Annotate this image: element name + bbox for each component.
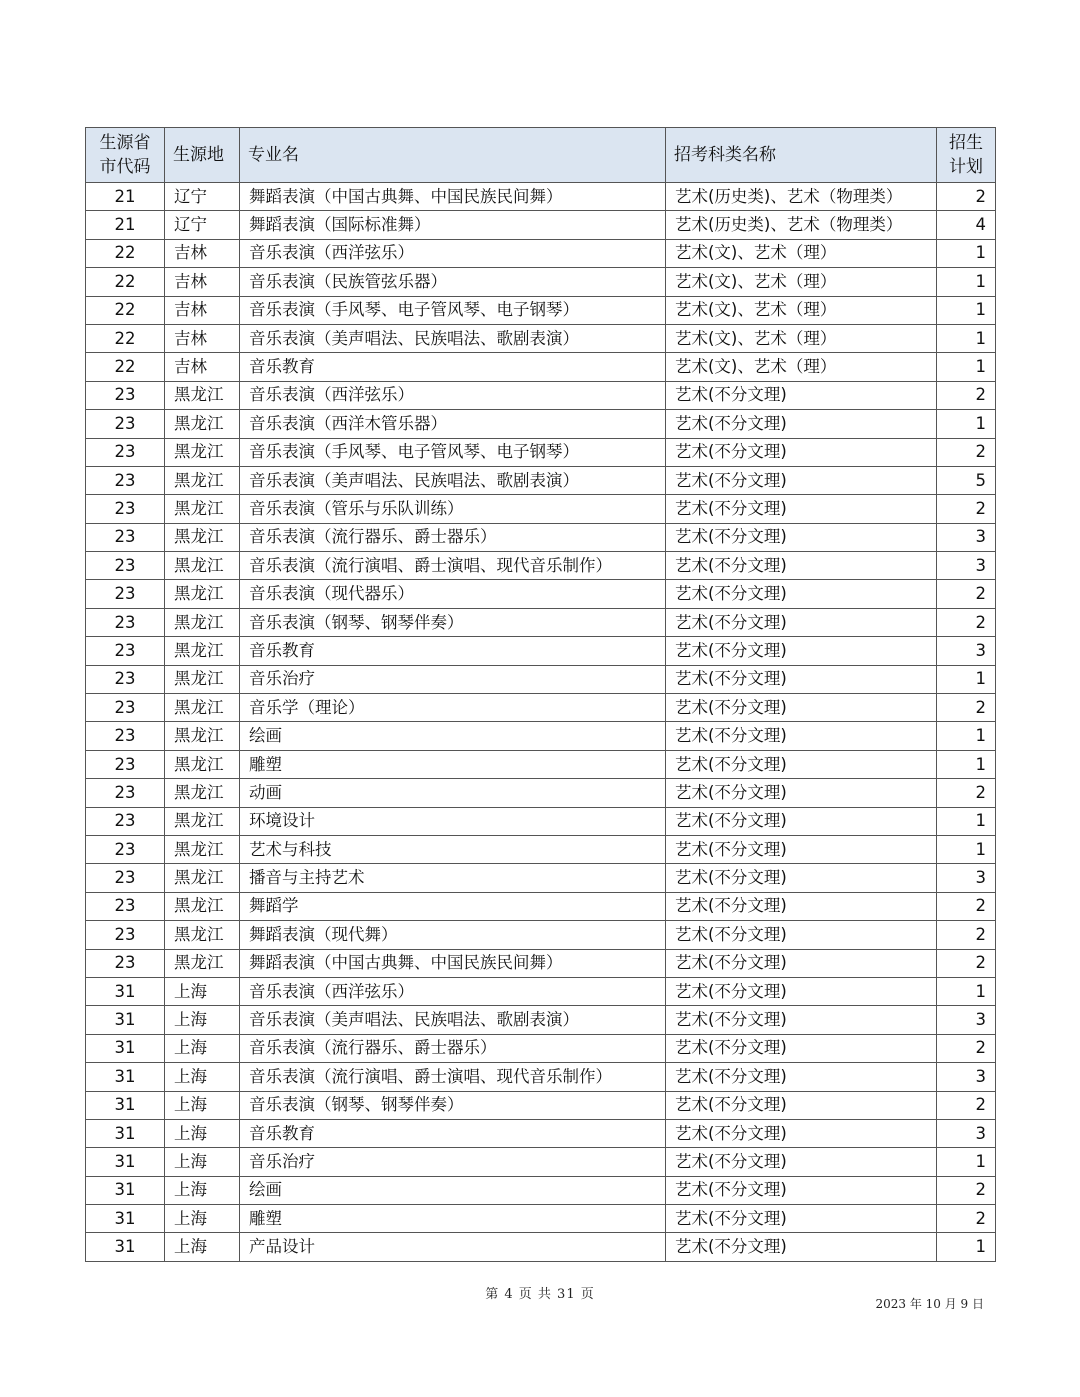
cell-origin: 上海 bbox=[165, 1091, 240, 1119]
table-row bbox=[86, 580, 996, 608]
cell-province-code: 23 bbox=[86, 523, 165, 551]
table-row bbox=[86, 835, 996, 863]
cell-province-code: 31 bbox=[86, 1176, 165, 1204]
enrollment-plan-table bbox=[85, 127, 996, 1262]
cell-plan: 1 bbox=[937, 268, 996, 296]
cell-province-code: 22 bbox=[86, 353, 165, 381]
cell-major: 音乐表演（流行器乐、爵士器乐） bbox=[240, 523, 666, 551]
cell-category: 艺术(不分文理) bbox=[666, 1176, 937, 1204]
cell-category: 艺术(不分文理) bbox=[666, 694, 937, 722]
cell-origin: 黑龙江 bbox=[165, 466, 240, 494]
cell-origin: 黑龙江 bbox=[165, 835, 240, 863]
table-row bbox=[86, 1091, 996, 1119]
cell-province-code: 21 bbox=[86, 183, 165, 211]
cell-major: 音乐表演（流行演唱、爵士演唱、现代音乐制作） bbox=[240, 552, 666, 580]
cell-category: 艺术(不分文理) bbox=[666, 438, 937, 466]
table-row bbox=[86, 466, 996, 494]
table-row bbox=[86, 807, 996, 835]
cell-plan: 2 bbox=[937, 694, 996, 722]
document-date: 2023 年 10 月 9 日 bbox=[875, 1297, 984, 1311]
header-category: 招考科类名称 bbox=[666, 128, 937, 183]
cell-plan: 5 bbox=[937, 466, 996, 494]
cell-category: 艺术(文)、艺术（理） bbox=[666, 268, 937, 296]
cell-province-code: 22 bbox=[86, 296, 165, 324]
cell-major: 音乐表演（钢琴、钢琴伴奏） bbox=[240, 1091, 666, 1119]
cell-major: 音乐表演（流行器乐、爵士器乐） bbox=[240, 1034, 666, 1062]
cell-major: 动画 bbox=[240, 779, 666, 807]
cell-category: 艺术(文)、艺术（理） bbox=[666, 239, 937, 267]
cell-province-code: 23 bbox=[86, 722, 165, 750]
cell-origin: 黑龙江 bbox=[165, 580, 240, 608]
table-row bbox=[86, 438, 996, 466]
cell-origin: 黑龙江 bbox=[165, 552, 240, 580]
cell-category: 艺术(不分文理) bbox=[666, 466, 937, 494]
table-row bbox=[86, 495, 996, 523]
cell-category: 艺术(不分文理) bbox=[666, 977, 937, 1005]
cell-category: 艺术(不分文理) bbox=[666, 1205, 937, 1233]
cell-plan: 2 bbox=[937, 183, 996, 211]
cell-category: 艺术(不分文理) bbox=[666, 835, 937, 863]
cell-plan: 3 bbox=[937, 637, 996, 665]
cell-category: 艺术(历史类)、艺术（物理类） bbox=[666, 183, 937, 211]
table-row bbox=[86, 637, 996, 665]
cell-category: 艺术(不分文理) bbox=[666, 779, 937, 807]
cell-province-code: 23 bbox=[86, 608, 165, 636]
cell-category: 艺术(不分文理) bbox=[666, 921, 937, 949]
cell-origin: 吉林 bbox=[165, 296, 240, 324]
cell-major: 舞蹈表演（国际标准舞） bbox=[240, 211, 666, 239]
cell-province-code: 23 bbox=[86, 466, 165, 494]
table-row bbox=[86, 977, 996, 1005]
cell-major: 音乐表演（美声唱法、民族唱法、歌剧表演） bbox=[240, 324, 666, 352]
cell-major: 艺术与科技 bbox=[240, 835, 666, 863]
cell-origin: 黑龙江 bbox=[165, 892, 240, 920]
cell-category: 艺术(不分文理) bbox=[666, 608, 937, 636]
cell-plan: 1 bbox=[937, 353, 996, 381]
cell-major: 音乐表演（西洋弦乐） bbox=[240, 239, 666, 267]
cell-category: 艺术(文)、艺术（理） bbox=[666, 353, 937, 381]
header-province-code: 生源省 市代码 bbox=[86, 128, 165, 183]
cell-plan: 1 bbox=[937, 239, 996, 267]
cell-province-code: 31 bbox=[86, 1006, 165, 1034]
cell-origin: 辽宁 bbox=[165, 183, 240, 211]
cell-category: 艺术(历史类)、艺术（物理类） bbox=[666, 211, 937, 239]
cell-category: 艺术(不分文理) bbox=[666, 722, 937, 750]
table-row bbox=[86, 183, 996, 211]
cell-origin: 黑龙江 bbox=[165, 949, 240, 977]
cell-origin: 吉林 bbox=[165, 239, 240, 267]
cell-origin: 上海 bbox=[165, 1176, 240, 1204]
cell-category: 艺术(不分文理) bbox=[666, 807, 937, 835]
cell-origin: 吉林 bbox=[165, 268, 240, 296]
cell-plan: 1 bbox=[937, 977, 996, 1005]
table-row bbox=[86, 949, 996, 977]
cell-plan: 3 bbox=[937, 552, 996, 580]
table-row bbox=[86, 921, 996, 949]
table-row bbox=[86, 1148, 996, 1176]
table-row bbox=[86, 750, 996, 778]
cell-plan: 2 bbox=[937, 921, 996, 949]
cell-category: 艺术(不分文理) bbox=[666, 1091, 937, 1119]
cell-major: 环境设计 bbox=[240, 807, 666, 835]
table-row bbox=[86, 552, 996, 580]
cell-category: 艺术(不分文理) bbox=[666, 1006, 937, 1034]
cell-category: 艺术(不分文理) bbox=[666, 949, 937, 977]
cell-major: 音乐教育 bbox=[240, 637, 666, 665]
table-row bbox=[86, 296, 996, 324]
cell-province-code: 31 bbox=[86, 1119, 165, 1147]
cell-category: 艺术(文)、艺术（理） bbox=[666, 296, 937, 324]
cell-origin: 黑龙江 bbox=[165, 694, 240, 722]
cell-category: 艺术(不分文理) bbox=[666, 637, 937, 665]
cell-plan: 2 bbox=[937, 1034, 996, 1062]
cell-origin: 黑龙江 bbox=[165, 381, 240, 409]
cell-category: 艺术(不分文理) bbox=[666, 381, 937, 409]
cell-province-code: 31 bbox=[86, 1233, 165, 1261]
cell-plan: 4 bbox=[937, 211, 996, 239]
cell-major: 音乐教育 bbox=[240, 353, 666, 381]
cell-origin: 上海 bbox=[165, 1233, 240, 1261]
cell-origin: 黑龙江 bbox=[165, 438, 240, 466]
cell-plan: 2 bbox=[937, 779, 996, 807]
cell-plan: 1 bbox=[937, 296, 996, 324]
cell-category: 艺术(文)、艺术（理） bbox=[666, 324, 937, 352]
table-row bbox=[86, 779, 996, 807]
cell-origin: 黑龙江 bbox=[165, 864, 240, 892]
cell-province-code: 22 bbox=[86, 239, 165, 267]
cell-origin: 黑龙江 bbox=[165, 807, 240, 835]
cell-category: 艺术(不分文理) bbox=[666, 1148, 937, 1176]
cell-major: 音乐表演（西洋弦乐） bbox=[240, 381, 666, 409]
table-row bbox=[86, 324, 996, 352]
cell-origin: 上海 bbox=[165, 1063, 240, 1091]
table-row bbox=[86, 1119, 996, 1147]
cell-major: 音乐学（理论） bbox=[240, 694, 666, 722]
cell-plan: 1 bbox=[937, 1148, 996, 1176]
header-row bbox=[86, 128, 996, 183]
cell-origin: 吉林 bbox=[165, 324, 240, 352]
cell-plan: 1 bbox=[937, 324, 996, 352]
cell-plan: 1 bbox=[937, 750, 996, 778]
cell-category: 艺术(不分文理) bbox=[666, 1119, 937, 1147]
cell-plan: 2 bbox=[937, 1205, 996, 1233]
table-row bbox=[86, 694, 996, 722]
cell-province-code: 23 bbox=[86, 892, 165, 920]
table-row bbox=[86, 268, 996, 296]
cell-plan: 1 bbox=[937, 665, 996, 693]
cell-major: 音乐表演（手风琴、电子管风琴、电子钢琴） bbox=[240, 438, 666, 466]
cell-origin: 黑龙江 bbox=[165, 523, 240, 551]
cell-major: 舞蹈学 bbox=[240, 892, 666, 920]
cell-plan: 3 bbox=[937, 1063, 996, 1091]
cell-origin: 上海 bbox=[165, 1205, 240, 1233]
cell-province-code: 31 bbox=[86, 1091, 165, 1119]
cell-plan: 3 bbox=[937, 1119, 996, 1147]
cell-origin: 上海 bbox=[165, 1034, 240, 1062]
cell-origin: 上海 bbox=[165, 1119, 240, 1147]
cell-plan: 2 bbox=[937, 1091, 996, 1119]
cell-province-code: 23 bbox=[86, 381, 165, 409]
table-row bbox=[86, 892, 996, 920]
cell-major: 播音与主持艺术 bbox=[240, 864, 666, 892]
table-row bbox=[86, 381, 996, 409]
header-plan: 招生 计划 bbox=[937, 128, 996, 183]
cell-origin: 吉林 bbox=[165, 353, 240, 381]
cell-plan: 3 bbox=[937, 864, 996, 892]
cell-origin: 黑龙江 bbox=[165, 722, 240, 750]
cell-origin: 黑龙江 bbox=[165, 410, 240, 438]
cell-province-code: 23 bbox=[86, 921, 165, 949]
cell-plan: 2 bbox=[937, 1176, 996, 1204]
cell-category: 艺术(不分文理) bbox=[666, 523, 937, 551]
cell-plan: 2 bbox=[937, 381, 996, 409]
cell-province-code: 23 bbox=[86, 665, 165, 693]
cell-province-code: 23 bbox=[86, 949, 165, 977]
header-origin: 生源地 bbox=[165, 128, 240, 183]
cell-plan: 2 bbox=[937, 608, 996, 636]
page-number: 第 4 页 共 31 页 bbox=[485, 1287, 595, 1302]
cell-major: 音乐表演（管乐与乐队训练） bbox=[240, 495, 666, 523]
header-major: 专业名 bbox=[240, 128, 666, 183]
cell-province-code: 23 bbox=[86, 580, 165, 608]
cell-category: 艺术(不分文理) bbox=[666, 1063, 937, 1091]
cell-major: 舞蹈表演（中国古典舞、中国民族民间舞） bbox=[240, 949, 666, 977]
table-row bbox=[86, 608, 996, 636]
cell-province-code: 23 bbox=[86, 438, 165, 466]
table-row bbox=[86, 722, 996, 750]
cell-province-code: 23 bbox=[86, 779, 165, 807]
cell-plan: 1 bbox=[937, 835, 996, 863]
cell-category: 艺术(不分文理) bbox=[666, 750, 937, 778]
table-row bbox=[86, 523, 996, 551]
table-row bbox=[86, 1233, 996, 1261]
cell-category: 艺术(不分文理) bbox=[666, 580, 937, 608]
cell-category: 艺术(不分文理) bbox=[666, 665, 937, 693]
cell-major: 音乐表演（流行演唱、爵士演唱、现代音乐制作） bbox=[240, 1063, 666, 1091]
cell-province-code: 23 bbox=[86, 864, 165, 892]
table-row bbox=[86, 1034, 996, 1062]
table-row bbox=[86, 864, 996, 892]
cell-origin: 上海 bbox=[165, 1148, 240, 1176]
cell-plan: 2 bbox=[937, 892, 996, 920]
cell-province-code: 23 bbox=[86, 750, 165, 778]
cell-province-code: 23 bbox=[86, 410, 165, 438]
table-row bbox=[86, 239, 996, 267]
cell-major: 舞蹈表演（中国古典舞、中国民族民间舞） bbox=[240, 183, 666, 211]
cell-category: 艺术(不分文理) bbox=[666, 495, 937, 523]
cell-province-code: 31 bbox=[86, 1034, 165, 1062]
cell-plan: 1 bbox=[937, 410, 996, 438]
table-body bbox=[86, 183, 996, 1262]
table-row bbox=[86, 1006, 996, 1034]
cell-province-code: 23 bbox=[86, 552, 165, 580]
cell-major: 音乐表演（手风琴、电子管风琴、电子钢琴） bbox=[240, 296, 666, 324]
cell-category: 艺术(不分文理) bbox=[666, 552, 937, 580]
cell-plan: 3 bbox=[937, 523, 996, 551]
cell-plan: 2 bbox=[937, 949, 996, 977]
cell-origin: 黑龙江 bbox=[165, 921, 240, 949]
cell-major: 音乐表演（美声唱法、民族唱法、歌剧表演） bbox=[240, 466, 666, 494]
cell-origin: 上海 bbox=[165, 977, 240, 1005]
cell-category: 艺术(不分文理) bbox=[666, 1233, 937, 1261]
cell-origin: 黑龙江 bbox=[165, 495, 240, 523]
cell-plan: 1 bbox=[937, 807, 996, 835]
cell-major: 音乐表演（钢琴、钢琴伴奏） bbox=[240, 608, 666, 636]
cell-major: 音乐教育 bbox=[240, 1119, 666, 1147]
cell-plan: 1 bbox=[937, 722, 996, 750]
cell-major: 音乐表演（西洋木管乐器） bbox=[240, 410, 666, 438]
cell-major: 绘画 bbox=[240, 1176, 666, 1204]
cell-province-code: 31 bbox=[86, 1063, 165, 1091]
cell-province-code: 23 bbox=[86, 637, 165, 665]
cell-major: 雕塑 bbox=[240, 1205, 666, 1233]
cell-major: 舞蹈表演（现代舞） bbox=[240, 921, 666, 949]
cell-plan: 3 bbox=[937, 1006, 996, 1034]
table-row bbox=[86, 1176, 996, 1204]
cell-major: 音乐表演（民族管弦乐器） bbox=[240, 268, 666, 296]
cell-origin: 上海 bbox=[165, 1006, 240, 1034]
cell-origin: 辽宁 bbox=[165, 211, 240, 239]
cell-major: 音乐治疗 bbox=[240, 665, 666, 693]
cell-plan: 2 bbox=[937, 580, 996, 608]
cell-province-code: 22 bbox=[86, 268, 165, 296]
table-row bbox=[86, 665, 996, 693]
cell-origin: 黑龙江 bbox=[165, 637, 240, 665]
cell-origin: 黑龙江 bbox=[165, 608, 240, 636]
cell-category: 艺术(不分文理) bbox=[666, 892, 937, 920]
cell-province-code: 23 bbox=[86, 835, 165, 863]
table-row bbox=[86, 1205, 996, 1233]
cell-origin: 黑龙江 bbox=[165, 750, 240, 778]
cell-origin: 黑龙江 bbox=[165, 779, 240, 807]
table-row bbox=[86, 1063, 996, 1091]
cell-province-code: 31 bbox=[86, 977, 165, 1005]
table-row bbox=[86, 410, 996, 438]
table-row bbox=[86, 353, 996, 381]
cell-major: 绘画 bbox=[240, 722, 666, 750]
cell-province-code: 22 bbox=[86, 324, 165, 352]
cell-category: 艺术(不分文理) bbox=[666, 864, 937, 892]
cell-province-code: 23 bbox=[86, 694, 165, 722]
cell-province-code: 23 bbox=[86, 807, 165, 835]
cell-major: 雕塑 bbox=[240, 750, 666, 778]
cell-plan: 2 bbox=[937, 438, 996, 466]
cell-province-code: 31 bbox=[86, 1148, 165, 1176]
cell-major: 音乐表演（现代器乐） bbox=[240, 580, 666, 608]
cell-major: 音乐治疗 bbox=[240, 1148, 666, 1176]
cell-category: 艺术(不分文理) bbox=[666, 1034, 937, 1062]
cell-origin: 黑龙江 bbox=[165, 665, 240, 693]
cell-province-code: 23 bbox=[86, 495, 165, 523]
cell-category: 艺术(不分文理) bbox=[666, 410, 937, 438]
cell-major: 产品设计 bbox=[240, 1233, 666, 1261]
cell-major: 音乐表演（西洋弦乐） bbox=[240, 977, 666, 1005]
cell-plan: 1 bbox=[937, 1233, 996, 1261]
table-row bbox=[86, 211, 996, 239]
cell-plan: 2 bbox=[937, 495, 996, 523]
cell-province-code: 31 bbox=[86, 1205, 165, 1233]
table-header bbox=[86, 128, 996, 183]
cell-major: 音乐表演（美声唱法、民族唱法、歌剧表演） bbox=[240, 1006, 666, 1034]
cell-province-code: 21 bbox=[86, 211, 165, 239]
